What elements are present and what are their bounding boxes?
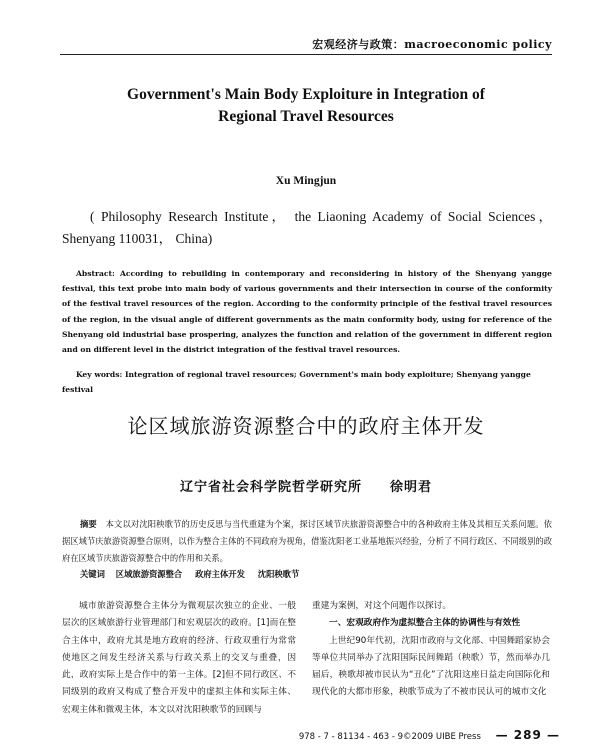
section-heading: 一、宏观政府作为虚拟整合主体的协调性与有效性	[329, 618, 521, 629]
english-abstract-text: According to rebuilding in contemporary and reconsidering in history of the Shenyang yangge festival, this text probe into main body of various governments and their intersection in course of the conformity of the festival travel resources of the region. According to the conformity principle of the festival travel resources of the region, in the visual angle of different governments as the main conformity body, using for reference of the Shenyang old industrial base prospering, analyzes the function and relation of the government in different region and on different level in the district integration of the festival travel resources.	[62, 269, 552, 355]
chinese-abstract	[62, 516, 552, 568]
english-keywords-text: Integration of regional travel resources; Government's main body exploiture; Shenyang yangge festival	[62, 370, 531, 394]
page-number: — 289 —	[495, 728, 560, 742]
header-rule	[60, 54, 552, 55]
english-keywords-label: Key words:	[76, 370, 123, 379]
english-title-line1: Government's Main Body Exploiture in Integration of	[127, 86, 485, 103]
english-title-line2: Regional Travel Resources	[218, 108, 394, 125]
english-keywords	[62, 367, 552, 397]
english-abstract	[62, 266, 552, 357]
page-footer	[270, 728, 560, 742]
english-title	[60, 84, 552, 128]
chinese-author: 辽宁省社会科学院哲学研究所 徐明君	[179, 480, 432, 495]
footer-isbn: 978 - 7 - 81134 - 463 - 9©2009 UIBE Press	[298, 732, 481, 742]
chinese-keyword: 沈阳秧歌节	[257, 569, 300, 579]
chinese-keyword: 区域旅游资源整合	[115, 569, 183, 579]
chinese-title: 论区域旅游资源整合中的政府主体开发	[127, 414, 485, 438]
english-abstract-label: Abstract:	[76, 269, 115, 278]
chinese-abstract-text: 本文以对沈阳秧歌节的历史反思与当代重建为个案，探讨区域节庆旅游资源整合中的各种政府主体及其相互关系问题。依据区域节庆旅游资源整合原则，以作为整合主体的不同政府为视角，借鉴沈阳老工业基地振兴经验，分析了不同行政区、不同级别的政府在区域节庆旅游资源整合中的作用和关系。	[62, 519, 552, 564]
chinese-abstract-label: 摘要	[80, 519, 97, 529]
chinese-keyword: 政府主体开发	[195, 569, 245, 579]
body-right-column	[312, 598, 550, 702]
body-left-column: 城市旅游资源整合主体分为微观层次独立的企业、一般层次的区域旅游行业管理部门和宏观层次的政府。[1]而在整合主体中，政府尤其是地方政府的经济、行政双重行为常常使地区之间发生经济关系与行政关系上的交叉与重叠，因此，政府实际上是合作中的第一主体。[2]但不同行政区、不同级别的政府又构成了整合开发中的虚拟主体和实际主体、宏观主体和微观主体，本文以对沈阳秧歌节的回顾与	[62, 601, 296, 715]
chinese-keywords-label: 关键词	[80, 569, 105, 579]
running-head: 宏观经济与政策：macroeconomic policy	[312, 38, 552, 51]
body-paragraph: 上世纪90年代初，沈阳市政府与文化部、中国舞蹈家协会等单位共同举办了沈阳国际民间舞蹈（秧歌）节，然而举办几届后，秧歌却被市民认为“丑化”了沈阳这座日益走向国际化和现代化的大都市形象，秧歌节成为了不被市民认可的城市文化	[312, 635, 550, 698]
english-affiliation: ( Philosophy Research Institute， the Liaoning Academy of Social Sciences， Shenyang 110031， China)	[62, 209, 552, 246]
chinese-keywords	[62, 567, 552, 581]
english-author: Xu Mingjun	[275, 175, 337, 187]
body-paragraph: 重建为案例，对这个问题作以探讨。	[312, 601, 451, 611]
